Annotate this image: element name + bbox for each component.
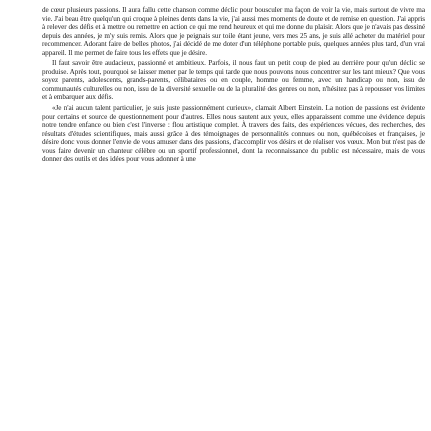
paragraph-einstein-quote: «Je n'ai aucun talent particulier, je suis juste passionnément curieux», clamait Albert Einstein. La notion de passions est évidente pour certains et source de questionnement pour d'autres. Elles nous sautent aux yeux, elles apparaissent comme une évidence depuis notre tendre enfance ou bien c'est l'inverse : flou artistique complet. À travers des faits, des expériences vécues, des recherches, des résultats d'études scientifiques, mais aussi grâce à des témoignages de personnalités connues ou non, québécoises et françaises, je désire donc vous donner l'envie de vous amuser dans des passions, d'accomplir vos désirs et de réaliser vos vœux. Mon but n'est pas de vous faire devenir un chanteur célèbre ou un sportif professionnel, dont la reconnaissance du public est nécessaire, mais de vous donner des outils et des idées pour vous adonner à une: [42, 104, 425, 164]
paragraph-opening: de cœur plusieurs passions. Il aura fallu cette chanson comme déclic pour bousculer ma façon de voir la vie, mais surtout de vivre ma vie. J'ai beau être quelqu'un qui croque à pleines dents dans la vie, j'ai aussi mes moments de doute et de remise en question. J'ai appris à relever des défis et à mettre ou remettre en action ce qui me rend heureux et qui me donne du plaisir. Alors que je n'avais pas dessiné depuis des années, je m'y suis remis. Alors que je peignais sur toile étant jeune, vers mes 25 ans, je suis allé acheter du matériel pour recommencer. Adorant faire de belles photos, j'ai décidé de me doter d'un téléphone portable puis, quelques années plus tard, d'un vrai appareil. Il me permet de faire tous les effets que je désire.: [42, 6, 425, 57]
paragraph-audacity: Il faut savoir être audacieux, passionné et ambitieux. Parfois, il nous faut un petit coup de pied au derrière pour qu'un déclic se produise. Après tout, pourquoi se laisser mener par le temps qui tarde que nous pouvons nous concentrer sur les tant mieux? Que vous soyez parents, adolescents, grands-parents, célibataires ou en couple, homme ou femme, avec un handicap ou non, issu de communautés culturelles ou non, issu de la diversité sexuelle ou de la pluralité des genres ou non, n'hésitez pas à repousser vos limites et à embarquer aux défis.: [42, 59, 425, 102]
